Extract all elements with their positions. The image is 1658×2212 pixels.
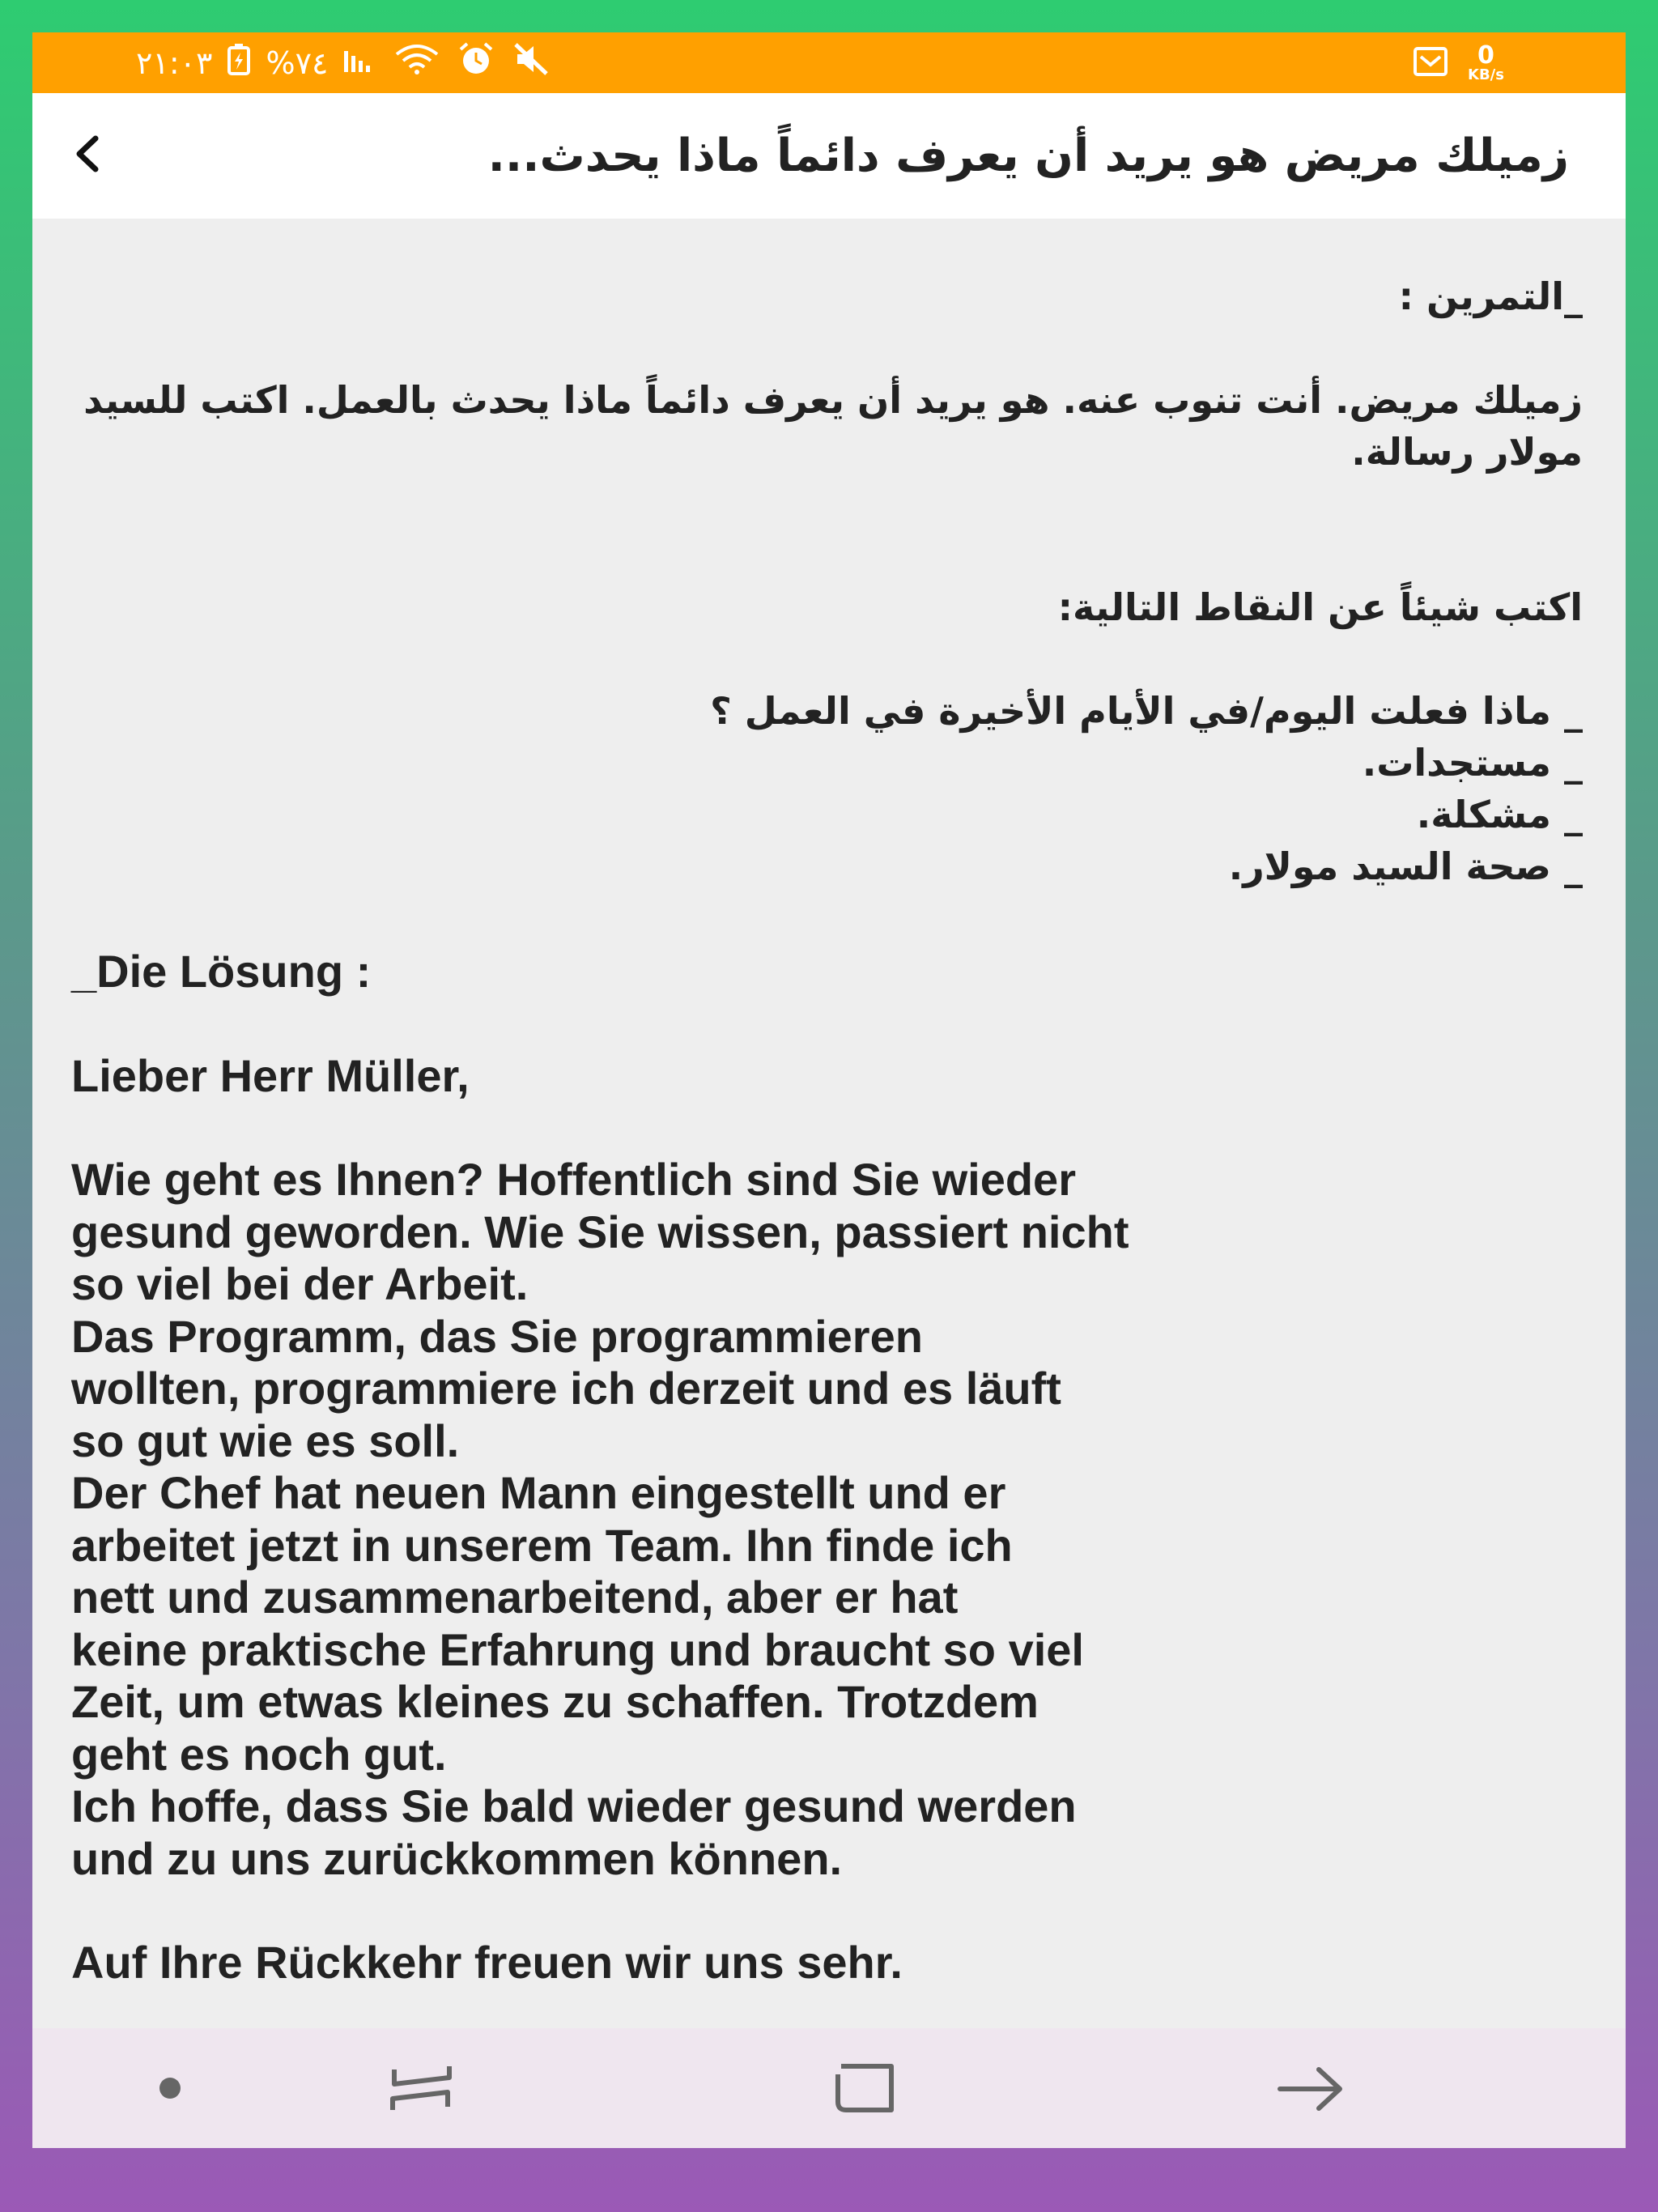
assistant-dot-button[interactable] [113, 2028, 227, 2148]
page-title: زميلك مريض هو يريد أن يعرف دائماً ماذا يحدث... [487, 130, 1569, 182]
letter-greeting: Lieber Herr Müller, [71, 1049, 470, 1101]
status-bar [32, 32, 1626, 93]
wifi-icon [393, 43, 441, 83]
letter-body: Wie geht es Ihnen? Hoffentlich sind Sie wieder gesund geworden. Wie Sie wissen, passiert nicht so viel bei der Arbeit. Das Programm, das Sie programmieren wollten, programmiere ich derzeit und es läuft so gut wie es soll. Der Chef hat neuen Mann eingestellt und er arbeitet jetzt in unserem Team. Ihn finde ich nett und zusammenarbeitend, aber er hat keine praktische Erfahrung und braucht so viel Zeit, um etwas kleines zu schaffen. Trotzdem geht es noch gut. Ich hoffe, dass Sie bald wieder gesund werden und zu uns zurückkommen können. [71, 1154, 1129, 1884]
list-item: _ صحة السيد مولار. [1228, 844, 1583, 888]
phone-screen [32, 32, 1626, 2148]
status-left-group [136, 32, 551, 93]
signal-icon [342, 45, 378, 81]
system-nav-bar [32, 2028, 1626, 2148]
battery-percent: %٧٤ [266, 45, 329, 81]
list-item: _ مستجدات. [1362, 741, 1583, 785]
solution-heading: _Die Lösung : [71, 946, 372, 997]
mail-icon [1413, 45, 1448, 81]
network-speed-value: 0 [1477, 40, 1494, 70]
list-item: _ ماذا فعلت اليوم/في الأيام الأخيرة في العمل ؟ [710, 689, 1583, 733]
home-button[interactable] [808, 2028, 921, 2148]
points-intro: اكتب شيئاً عن النقاط التالية: [1057, 585, 1583, 629]
battery-icon [227, 43, 251, 83]
letter-closing: Auf Ihre Rückkehr freuen wir uns sehr. [71, 1937, 903, 1988]
exercise-heading: _التمرين : [1398, 274, 1583, 318]
mute-icon [511, 41, 551, 84]
network-speed-unit: KB/s [1468, 66, 1504, 83]
points-list [71, 685, 1622, 892]
home-icon [828, 2060, 901, 2116]
article-content [71, 219, 1622, 2093]
app-header [32, 93, 1626, 219]
exercise-description: زميلك مريض. أنت تنوب عنه. هو يريد أن يعرف دائماً ماذا يحدث بالعمل. اكتب للسيد مولار رسالة. [83, 378, 1583, 474]
back-button[interactable] [55, 121, 120, 186]
recent-apps-button[interactable] [364, 2028, 478, 2148]
list-item: _ مشكلة. [1416, 793, 1583, 836]
alarm-icon [456, 41, 496, 84]
network-speed [1468, 40, 1504, 83]
back-nav-button[interactable] [1255, 2028, 1368, 2148]
chevron-left-icon [71, 134, 104, 174]
recent-apps-icon [385, 2060, 457, 2116]
dot-icon [154, 2072, 186, 2104]
status-time: ٢١:٠٣ [136, 45, 213, 81]
back-arrow-icon [1275, 2060, 1348, 2116]
status-right-group [1413, 32, 1504, 93]
